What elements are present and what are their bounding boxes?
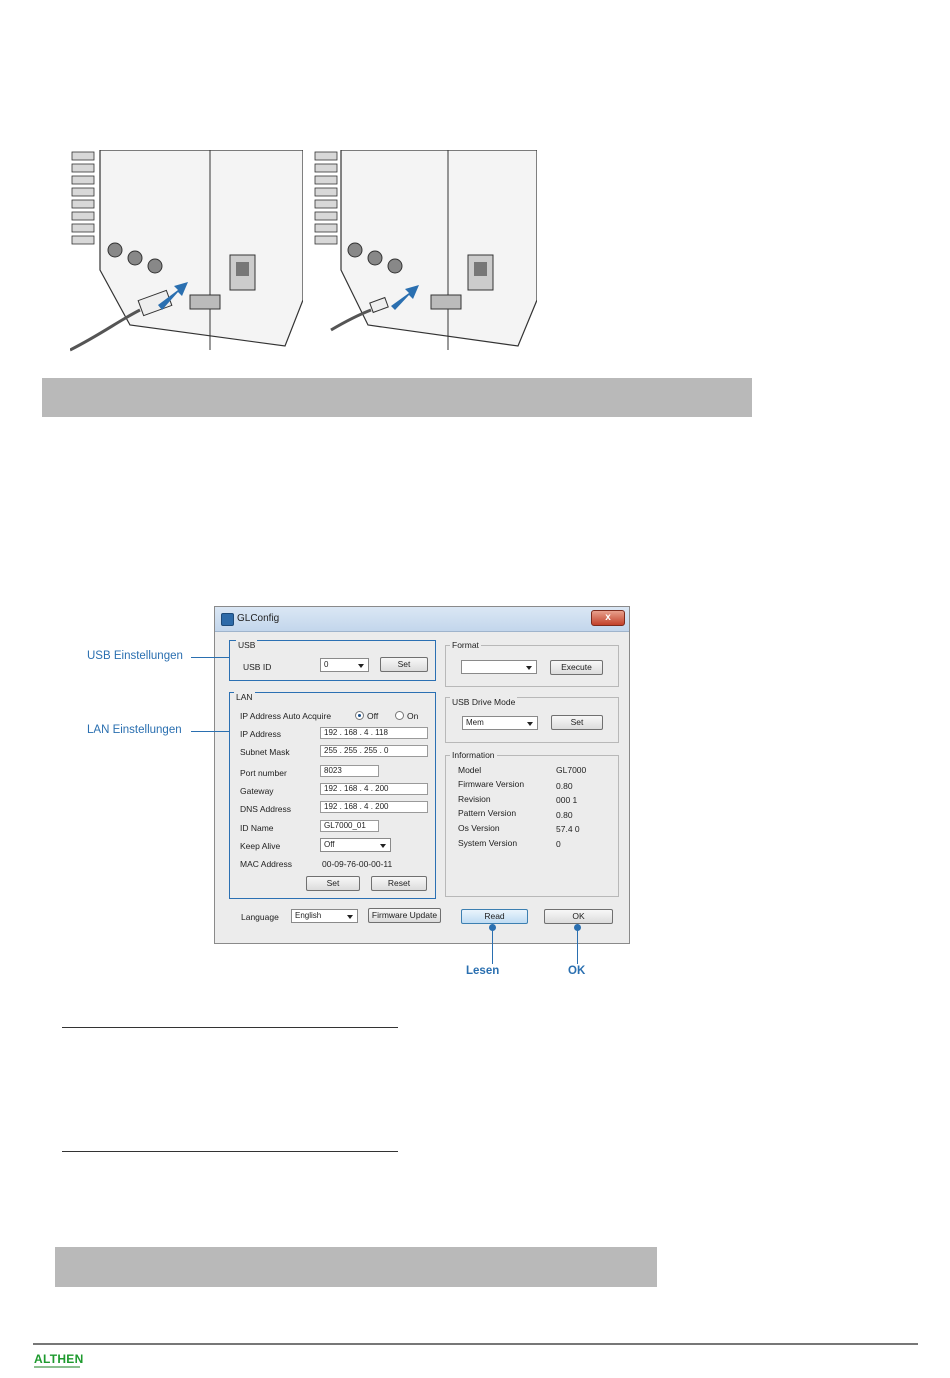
language-select[interactable] [291,909,358,923]
information-group [445,750,619,897]
port-number-field[interactable]: 8023 [320,765,379,777]
dns-address-label: DNS Address [240,804,292,814]
revision-label: Revision [458,794,491,804]
format-group-title: Format [452,640,479,650]
close-button[interactable]: x [591,610,625,626]
auto-acquire-off-label: Off [367,711,379,721]
pattern-version-label: Pattern Version [458,808,517,818]
os-version-value: 57.4 0 [556,824,580,834]
usb-drive-mode-title: USB Drive Mode [452,697,516,707]
usb-group [229,640,436,681]
usb-callout-line [191,657,229,658]
device-illustration [70,150,303,354]
logo-underline [34,1366,80,1368]
lan-callout-line [191,731,229,732]
lan-group [229,692,436,899]
execute-button[interactable]: Execute [550,660,603,675]
read-callout-line [492,928,493,964]
usb-settings-callout: USB Einstellungen [87,650,183,662]
auto-acquire-label: IP Address Auto Acquire [240,711,332,721]
subnet-mask-field[interactable]: 255 . 255 . 255 . 0 [320,745,428,757]
usb-id-select[interactable] [320,658,369,672]
format-group [445,640,619,687]
ip-address-label: IP Address [240,729,281,739]
gateway-label: Gateway [240,786,274,796]
read-callout: Lesen [466,965,500,977]
lan-set-button[interactable]: Set [306,876,360,891]
mac-address-value: 00-09-76-00-00-11 [322,859,393,869]
chevron-down-icon [526,666,532,670]
chevron-down-icon [358,664,364,668]
system-version-label: System Version [458,838,518,848]
auto-acquire-off-radio[interactable] [355,711,364,720]
ok-callout-line [577,928,578,964]
model-value: GL7000 [556,765,587,775]
ok-button[interactable]: OK [544,909,613,924]
usb-drive-mode-value: Mem [466,718,484,727]
read-button[interactable]: Read [461,909,528,924]
port-number-label: Port number [240,768,287,778]
firmware-version-value: 0.80 [556,781,573,791]
lan-reset-button[interactable]: Reset [371,876,427,891]
model-label: Model [458,765,482,775]
usb-set-button[interactable]: Set [380,657,428,672]
chevron-down-icon [380,844,386,848]
information-title: Information [452,750,495,760]
language-label: Language [241,912,279,922]
device-illustration [313,150,537,354]
lan-settings-callout: LAN Einstellungen [87,724,182,736]
auto-acquire-on-label: On [407,711,419,721]
section-header-bar [55,1247,657,1287]
chevron-down-icon [527,722,533,726]
revision-value: 000 1 [556,795,578,805]
keep-alive-label: Keep Alive [240,841,281,851]
usb-id-label: USB ID [243,662,272,672]
os-version-label: Os Version [458,823,500,833]
dialog-title: GLConfig [237,613,280,624]
glconfig-dialog [214,606,630,944]
mac-address-label: MAC Address [240,859,292,869]
ok-callout: OK [568,965,586,977]
auto-acquire-on-radio[interactable] [395,711,404,720]
usb-drive-mode-group [445,697,619,743]
subnet-mask-label: Subnet Mask [240,747,290,757]
usb-drive-mode-select[interactable] [462,716,538,730]
ip-address-field[interactable]: 192 . 168 . 4 . 118 [320,727,428,739]
dialog-titlebar [215,607,629,632]
format-select[interactable] [461,660,537,674]
id-name-label: ID Name [240,823,274,833]
althen-logo: ALTHEN [34,1352,84,1366]
device-photo-right [313,150,537,354]
usb-drive-set-button[interactable]: Set [551,715,603,730]
divider-line [62,1027,398,1028]
divider-line [62,1151,398,1152]
section-header-bar [42,378,752,417]
app-icon [221,613,234,626]
usb-id-value: 0 [324,660,329,669]
footer-rule [33,1343,918,1345]
device-photo-left [70,150,303,354]
gateway-field[interactable]: 192 . 168 . 4 . 200 [320,783,428,795]
dns-address-field[interactable]: 192 . 168 . 4 . 200 [320,801,428,813]
firmware-version-label: Firmware Version [458,779,525,789]
usb-group-title: USB [238,640,256,650]
keep-alive-value: Off [324,840,335,849]
system-version-value: 0 [556,839,561,849]
lan-group-title: LAN [236,692,253,702]
pattern-version-value: 0.80 [556,810,573,820]
language-value: English [295,911,322,920]
firmware-update-button[interactable]: Firmware Update [368,908,441,923]
chevron-down-icon [347,915,353,919]
id-name-field[interactable]: GL7000_01 [320,820,379,832]
keep-alive-select[interactable] [320,838,391,852]
